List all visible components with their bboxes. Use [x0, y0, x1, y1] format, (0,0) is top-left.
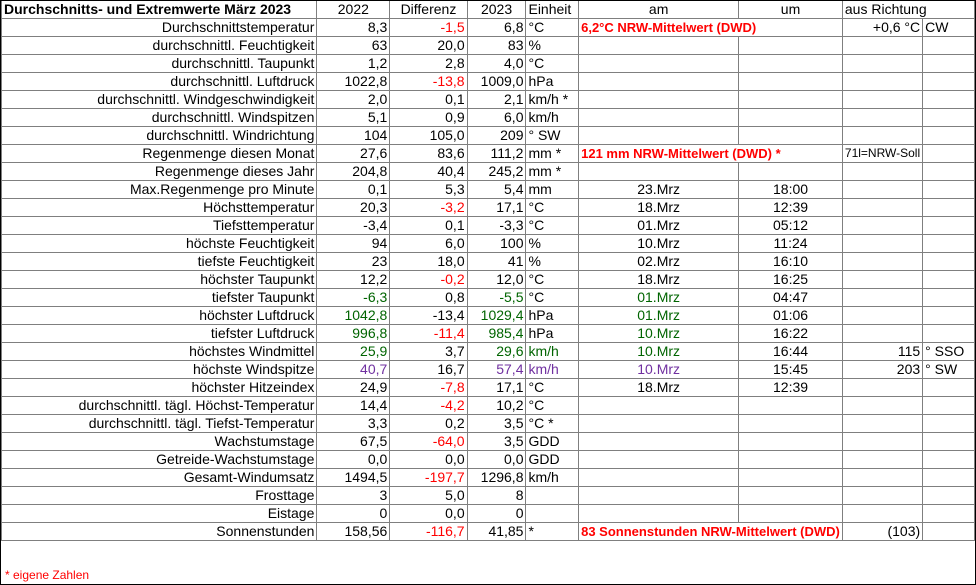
- value-dir: [842, 109, 922, 127]
- value-am: 10.Mrz: [579, 361, 739, 379]
- value-unit: °C: [526, 19, 579, 37]
- value-um: [739, 109, 843, 127]
- value-dir: [842, 505, 922, 523]
- value-um: 11:24: [739, 235, 843, 253]
- value-2023: 8: [467, 487, 526, 505]
- value-unit: *: [526, 523, 579, 541]
- value-dir: [842, 37, 922, 55]
- value-um: 05:12: [739, 217, 843, 235]
- value-diff: -13,8: [390, 73, 467, 91]
- value-2023: -3,3: [467, 217, 526, 235]
- col-header-am: am: [579, 1, 739, 19]
- row-label: höchster Taupunkt: [2, 271, 317, 289]
- value-diff: -1,5: [390, 19, 467, 37]
- table-row: [2, 361, 975, 379]
- value-2023: 4,0: [467, 55, 526, 73]
- value-dir: [842, 73, 922, 91]
- value-um: 16:10: [739, 253, 843, 271]
- table-row: [2, 487, 975, 505]
- value-um: 15:45: [739, 361, 843, 379]
- table-row: [2, 397, 975, 415]
- row-label: höchstes Windmittel: [2, 343, 317, 361]
- value-dir-unit: [923, 37, 975, 55]
- value-dir-unit: [923, 181, 975, 199]
- value-am: 6,2°C NRW-Mittelwert (DWD): [579, 19, 843, 37]
- value-dir: 71l=NRW-Soll: [842, 145, 922, 163]
- value-am: [579, 163, 739, 181]
- value-am: 121 mm NRW-Mittelwert (DWD) *: [579, 145, 843, 163]
- value-2022: 0,1: [317, 181, 390, 199]
- table-row: [2, 253, 975, 271]
- row-label: höchster Luftdruck: [2, 307, 317, 325]
- value-diff: 83,6: [390, 145, 467, 163]
- value-diff: 105,0: [390, 127, 467, 145]
- value-2023: 57,4: [467, 361, 526, 379]
- table-row: [2, 163, 975, 181]
- value-2022: 67,5: [317, 433, 390, 451]
- value-dir-unit: CW: [923, 19, 975, 37]
- table-row: [2, 289, 975, 307]
- row-label: höchste Feuchtigkeit: [2, 235, 317, 253]
- value-am: [579, 415, 739, 433]
- value-diff: 2,8: [390, 55, 467, 73]
- value-dir-unit: [923, 325, 975, 343]
- value-dir-unit: [923, 415, 975, 433]
- value-am: 18.Mrz: [579, 379, 739, 397]
- value-dir-unit: [923, 199, 975, 217]
- value-unit: hPa: [526, 307, 579, 325]
- value-2022: -3,4: [317, 217, 390, 235]
- row-label: Eistage: [2, 505, 317, 523]
- value-um: 16:44: [739, 343, 843, 361]
- value-diff: 0,1: [390, 217, 467, 235]
- row-label: Regenmenge dieses Jahr: [2, 163, 317, 181]
- value-dir: 203: [842, 361, 922, 379]
- row-label: Frosttage: [2, 487, 317, 505]
- value-am: [579, 487, 739, 505]
- stats-table: [1, 1, 975, 541]
- value-2023: 6,8: [467, 19, 526, 37]
- value-dir-unit: [923, 127, 975, 145]
- value-am: [579, 91, 739, 109]
- value-dir-unit: [923, 253, 975, 271]
- row-label: Gesamt-Windumsatz: [2, 469, 317, 487]
- row-label: höchster Hitzeindex: [2, 379, 317, 397]
- value-unit: ° SW: [526, 127, 579, 145]
- value-2023: 209: [467, 127, 526, 145]
- value-unit: hPa: [526, 325, 579, 343]
- table-row: [2, 181, 975, 199]
- col-header-2023: 2023: [467, 1, 526, 19]
- header-row: [2, 1, 975, 19]
- value-2022: 20,3: [317, 199, 390, 217]
- value-2023: 17,1: [467, 379, 526, 397]
- value-um: 01:06: [739, 307, 843, 325]
- value-unit: [526, 487, 579, 505]
- value-diff: 6,0: [390, 235, 467, 253]
- value-dir: [842, 163, 922, 181]
- table-row: [2, 235, 975, 253]
- value-dir: [842, 289, 922, 307]
- value-am: 02.Mrz: [579, 253, 739, 271]
- table-row: [2, 91, 975, 109]
- row-label: durchschnittl. Luftdruck: [2, 73, 317, 91]
- row-label: höchste Windspitze: [2, 361, 317, 379]
- value-am: 01.Mrz: [579, 289, 739, 307]
- value-2023: 17,1: [467, 199, 526, 217]
- value-2022: 63: [317, 37, 390, 55]
- row-label: durchschnittl. Windrichtung: [2, 127, 317, 145]
- table-row: [2, 307, 975, 325]
- value-2022: 1022,8: [317, 73, 390, 91]
- value-diff: -64,0: [390, 433, 467, 451]
- value-am: [579, 37, 739, 55]
- table-row: [2, 451, 975, 469]
- value-am: 10.Mrz: [579, 325, 739, 343]
- row-label: durchschnittl. tägl. Tiefst-Temperatur: [2, 415, 317, 433]
- value-2022: 25,9: [317, 343, 390, 361]
- value-diff: -116,7: [390, 523, 467, 541]
- value-2023: 111,2: [467, 145, 526, 163]
- value-dir-unit: [923, 433, 975, 451]
- row-label: durchschnittl. Feuchtigkeit: [2, 37, 317, 55]
- value-dir: [842, 325, 922, 343]
- table-row: [2, 415, 975, 433]
- value-2023: 100: [467, 235, 526, 253]
- value-dir-unit: [923, 55, 975, 73]
- table-row: [2, 343, 975, 361]
- value-unit: °C: [526, 397, 579, 415]
- value-dir-unit: [923, 469, 975, 487]
- value-unit: mm: [526, 181, 579, 199]
- col-header-um: um: [739, 1, 843, 19]
- value-2022: 0: [317, 505, 390, 523]
- value-am: 83 Sonnenstunden NRW-Mittelwert (DWD): [579, 523, 843, 541]
- value-dir: [842, 235, 922, 253]
- value-am: [579, 451, 739, 469]
- value-dir-unit: [923, 289, 975, 307]
- value-dir: +0,6 °C: [842, 19, 922, 37]
- value-2023: 1296,8: [467, 469, 526, 487]
- table-row: [2, 109, 975, 127]
- value-dir: (103): [842, 523, 922, 541]
- value-diff: 0,0: [390, 505, 467, 523]
- table-row: [2, 271, 975, 289]
- value-am: [579, 109, 739, 127]
- value-dir-unit: [923, 145, 975, 163]
- value-diff: -7,8: [390, 379, 467, 397]
- value-unit: °C: [526, 199, 579, 217]
- value-2022: 23: [317, 253, 390, 271]
- value-um: [739, 469, 843, 487]
- table-row: [2, 217, 975, 235]
- value-dir: [842, 397, 922, 415]
- footnote: * eigene Zahlen: [5, 568, 90, 582]
- value-am: 10.Mrz: [579, 235, 739, 253]
- value-unit: °C: [526, 289, 579, 307]
- value-2023: 83: [467, 37, 526, 55]
- table-row: [2, 145, 975, 163]
- value-dir-unit: [923, 523, 975, 541]
- table-row: [2, 325, 975, 343]
- row-label: Tiefsttemperatur: [2, 217, 317, 235]
- value-2023: 0,0: [467, 451, 526, 469]
- table-row: [2, 505, 975, 523]
- value-diff: 0,0: [390, 451, 467, 469]
- value-diff: 0,8: [390, 289, 467, 307]
- value-dir: [842, 181, 922, 199]
- value-2023: -5,5: [467, 289, 526, 307]
- value-um: 16:22: [739, 325, 843, 343]
- value-dir-unit: [923, 487, 975, 505]
- value-2023: 1009,0: [467, 73, 526, 91]
- value-2023: 3,5: [467, 433, 526, 451]
- value-dir-unit: [923, 451, 975, 469]
- value-dir-unit: ° SW: [923, 361, 975, 379]
- value-dir: [842, 433, 922, 451]
- value-unit: GDD: [526, 433, 579, 451]
- value-um: [739, 487, 843, 505]
- value-diff: 16,7: [390, 361, 467, 379]
- value-um: 12:39: [739, 199, 843, 217]
- value-unit: km/h: [526, 343, 579, 361]
- value-2022: 12,2: [317, 271, 390, 289]
- value-dir-unit: [923, 271, 975, 289]
- value-2022: 104: [317, 127, 390, 145]
- value-2022: 1042,8: [317, 307, 390, 325]
- value-am: [579, 397, 739, 415]
- row-label: durchschnittl. Windgeschwindigkeit: [2, 91, 317, 109]
- value-am: [579, 505, 739, 523]
- row-label: tiefster Taupunkt: [2, 289, 317, 307]
- value-um: [739, 73, 843, 91]
- value-am: [579, 469, 739, 487]
- value-am: 10.Mrz: [579, 343, 739, 361]
- value-um: 04:47: [739, 289, 843, 307]
- value-um: [739, 91, 843, 109]
- value-am: 01.Mrz: [579, 217, 739, 235]
- value-am: 23.Mrz: [579, 181, 739, 199]
- value-2022: 40,7: [317, 361, 390, 379]
- value-um: [739, 505, 843, 523]
- value-diff: 0,1: [390, 91, 467, 109]
- value-dir-unit: [923, 307, 975, 325]
- value-2022: 158,56: [317, 523, 390, 541]
- value-dir-unit: [923, 163, 975, 181]
- value-diff: -197,7: [390, 469, 467, 487]
- value-dir: [842, 469, 922, 487]
- value-dir-unit: [923, 109, 975, 127]
- value-dir: [842, 271, 922, 289]
- row-label: tiefste Feuchtigkeit: [2, 253, 317, 271]
- value-2022: 27,6: [317, 145, 390, 163]
- value-um: [739, 451, 843, 469]
- value-um: 16:25: [739, 271, 843, 289]
- value-am: [579, 127, 739, 145]
- value-2023: 1029,4: [467, 307, 526, 325]
- value-am: 01.Mrz: [579, 307, 739, 325]
- value-um: [739, 415, 843, 433]
- value-diff: 0,9: [390, 109, 467, 127]
- value-dir-unit: ° SSO: [923, 343, 975, 361]
- table-row: [2, 37, 975, 55]
- row-label: durchschnittl. tägl. Höchst-Temperatur: [2, 397, 317, 415]
- row-label: Getreide-Wachstumstage: [2, 451, 317, 469]
- value-2023: 29,6: [467, 343, 526, 361]
- value-dir: [842, 379, 922, 397]
- value-dir: [842, 217, 922, 235]
- value-dir: [842, 451, 922, 469]
- table-row: [2, 379, 975, 397]
- value-dir: [842, 307, 922, 325]
- value-diff: -4,2: [390, 397, 467, 415]
- value-unit: hPa: [526, 73, 579, 91]
- value-unit: km/h: [526, 469, 579, 487]
- value-2022: 94: [317, 235, 390, 253]
- table-title: Durchschnitts- und Extremwerte März 2023: [2, 1, 317, 19]
- value-dir: [842, 199, 922, 217]
- value-dir: [842, 55, 922, 73]
- value-dir: [842, 127, 922, 145]
- value-2023: 10,2: [467, 397, 526, 415]
- value-2023: 41,85: [467, 523, 526, 541]
- value-um: [739, 433, 843, 451]
- value-unit: mm *: [526, 163, 579, 181]
- row-label: tiefster Luftdruck: [2, 325, 317, 343]
- value-2022: 204,8: [317, 163, 390, 181]
- value-um: [739, 397, 843, 415]
- value-unit: [526, 505, 579, 523]
- value-am: [579, 73, 739, 91]
- value-2023: 41: [467, 253, 526, 271]
- value-dir-unit: [923, 235, 975, 253]
- col-header-richtung: aus Richtung: [842, 1, 974, 19]
- table-row: [2, 199, 975, 217]
- value-2022: 3: [317, 487, 390, 505]
- col-header-differenz: Differenz: [390, 1, 467, 19]
- value-diff: 5,3: [390, 181, 467, 199]
- value-unit: %: [526, 253, 579, 271]
- value-dir-unit: [923, 217, 975, 235]
- value-dir-unit: [923, 91, 975, 109]
- value-am: 18.Mrz: [579, 271, 739, 289]
- value-um: [739, 127, 843, 145]
- value-am: [579, 55, 739, 73]
- table-row: [2, 127, 975, 145]
- row-label: durchschnittl. Taupunkt: [2, 55, 317, 73]
- value-unit: %: [526, 235, 579, 253]
- row-label: Max.Regenmenge pro Minute: [2, 181, 317, 199]
- value-2023: 12,0: [467, 271, 526, 289]
- value-2022: 3,3: [317, 415, 390, 433]
- value-um: [739, 55, 843, 73]
- value-unit: mm *: [526, 145, 579, 163]
- table-row: [2, 73, 975, 91]
- value-2022: 24,9: [317, 379, 390, 397]
- row-label: Wachstumstage: [2, 433, 317, 451]
- value-diff: 20,0: [390, 37, 467, 55]
- value-diff: -0,2: [390, 271, 467, 289]
- value-diff: -3,2: [390, 199, 467, 217]
- value-unit: °C: [526, 55, 579, 73]
- value-dir: [842, 415, 922, 433]
- value-diff: 0,2: [390, 415, 467, 433]
- value-2022: 0,0: [317, 451, 390, 469]
- table-row: [2, 469, 975, 487]
- value-am: [579, 433, 739, 451]
- value-diff: 3,7: [390, 343, 467, 361]
- value-unit: km/h: [526, 109, 579, 127]
- value-2022: 1,2: [317, 55, 390, 73]
- value-unit: °C *: [526, 415, 579, 433]
- value-2023: 245,2: [467, 163, 526, 181]
- value-2022: 996,8: [317, 325, 390, 343]
- value-unit: °C: [526, 271, 579, 289]
- value-2022: 8,3: [317, 19, 390, 37]
- value-2022: -6,3: [317, 289, 390, 307]
- value-diff: 5,0: [390, 487, 467, 505]
- value-dir-unit: [923, 397, 975, 415]
- value-2022: 1494,5: [317, 469, 390, 487]
- value-um: 12:39: [739, 379, 843, 397]
- value-dir-unit: [923, 505, 975, 523]
- value-2023: 6,0: [467, 109, 526, 127]
- value-diff: -13,4: [390, 307, 467, 325]
- value-um: 18:00: [739, 181, 843, 199]
- value-dir: 115: [842, 343, 922, 361]
- value-unit: GDD: [526, 451, 579, 469]
- value-diff: 18,0: [390, 253, 467, 271]
- value-diff: -11,4: [390, 325, 467, 343]
- value-2023: 3,5: [467, 415, 526, 433]
- row-label: Durchschnittstemperatur: [2, 19, 317, 37]
- row-label: Regenmenge diesen Monat: [2, 145, 317, 163]
- table-row: [2, 433, 975, 451]
- value-dir-unit: [923, 379, 975, 397]
- table-row: [2, 523, 975, 541]
- table-row: [2, 19, 975, 37]
- value-um: [739, 37, 843, 55]
- table-row: [2, 55, 975, 73]
- row-label: Sonnenstunden: [2, 523, 317, 541]
- value-dir: [842, 91, 922, 109]
- value-unit: km/h: [526, 361, 579, 379]
- value-2023: 5,4: [467, 181, 526, 199]
- value-am: 18.Mrz: [579, 199, 739, 217]
- value-2023: 2,1: [467, 91, 526, 109]
- value-unit: %: [526, 37, 579, 55]
- col-header-einheit: Einheit: [526, 1, 579, 19]
- value-dir: [842, 487, 922, 505]
- value-dir: [842, 253, 922, 271]
- value-diff: 40,4: [390, 163, 467, 181]
- value-2023: 985,4: [467, 325, 526, 343]
- row-label: Höchsttemperatur: [2, 199, 317, 217]
- value-um: [739, 163, 843, 181]
- value-2022: 5,1: [317, 109, 390, 127]
- value-dir-unit: [923, 73, 975, 91]
- value-unit: °C: [526, 379, 579, 397]
- value-2023: 0: [467, 505, 526, 523]
- value-unit: km/h *: [526, 91, 579, 109]
- value-2022: 14,4: [317, 397, 390, 415]
- value-2022: 2,0: [317, 91, 390, 109]
- col-header-2022: 2022: [317, 1, 390, 19]
- value-unit: °C: [526, 217, 579, 235]
- row-label: durchschnittl. Windspitzen: [2, 109, 317, 127]
